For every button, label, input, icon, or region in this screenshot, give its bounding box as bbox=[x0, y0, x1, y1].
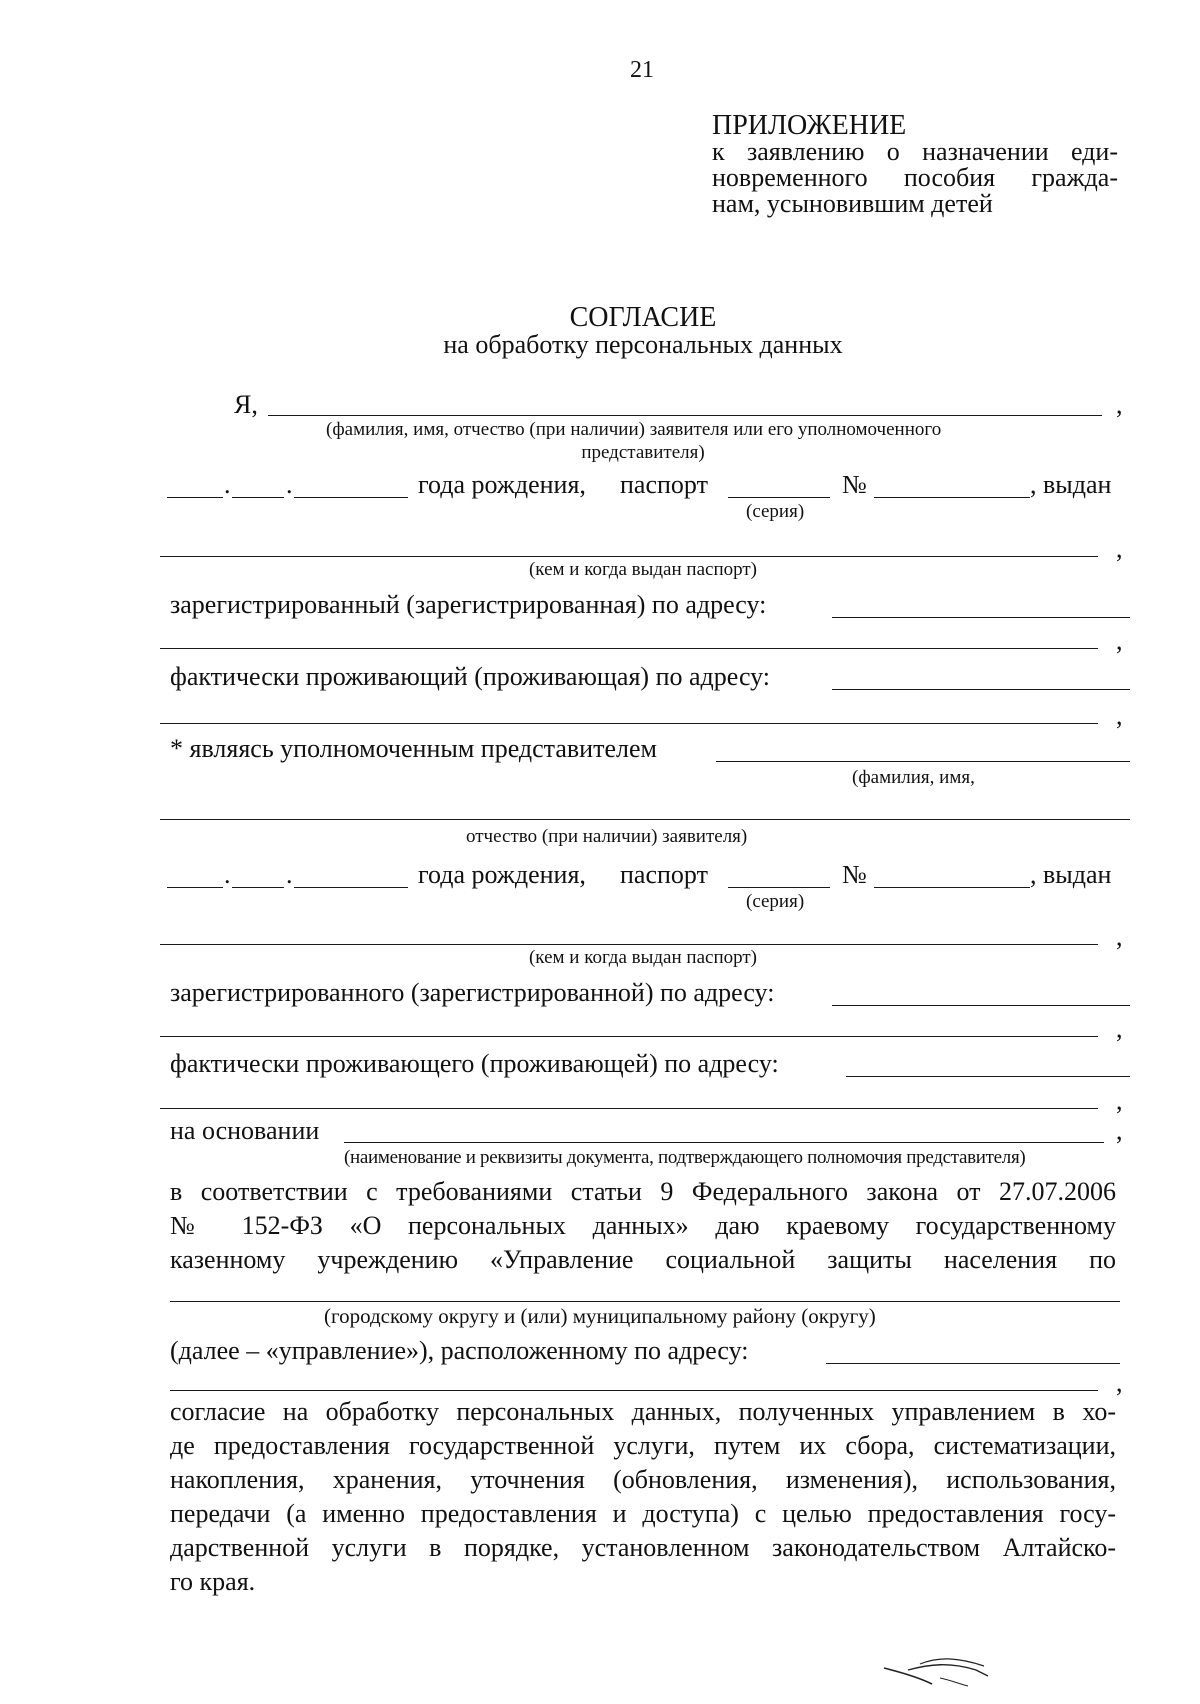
basis-caption: (наименование и реквизиты документа, подтверждающего полномочия представителя) bbox=[344, 1147, 1026, 1168]
rep-birth-month-field[interactable] bbox=[232, 887, 284, 888]
actual-address-field[interactable] bbox=[832, 689, 1130, 690]
series-caption: (серия) bbox=[746, 501, 805, 522]
appendix-line: новременного пособия гражда- bbox=[712, 163, 1118, 192]
rep-fio-caption: (фамилия, имя, bbox=[852, 767, 975, 788]
actual-address-field-2[interactable] bbox=[160, 723, 1098, 724]
office-address-label: (далее – «управление»), расположенному по адресу: bbox=[170, 1336, 749, 1365]
consent-line: в соответствии с требованиями статьи 9 Федерального закона от 27.07.2006 bbox=[170, 1177, 1116, 1206]
birth-label: года рождения, bbox=[418, 860, 586, 889]
birth-label: года рождения, bbox=[418, 470, 586, 499]
passport-issued-by-field[interactable] bbox=[160, 556, 1098, 557]
passport-label: паспорт bbox=[620, 470, 708, 499]
passport-number-field[interactable] bbox=[874, 497, 1030, 498]
rep-passport-number-field[interactable] bbox=[874, 887, 1030, 888]
appendix-line: к заявлению о назначении еди- bbox=[712, 137, 1118, 166]
rep-passport-issued-by-field[interactable] bbox=[160, 944, 1098, 945]
representative-fio-field-2[interactable] bbox=[160, 819, 1130, 820]
final-line: передачи (а именно предоставления и доступа) с целью предоставления госу- bbox=[170, 1499, 1116, 1528]
rep-birth-day-field[interactable] bbox=[167, 887, 223, 888]
passport-series-field[interactable] bbox=[728, 497, 830, 498]
final-line: го края. bbox=[170, 1567, 256, 1596]
document-title: СОГЛАСИЕ bbox=[569, 302, 717, 333]
appendix-title: ПРИЛОЖЕНИЕ bbox=[712, 110, 907, 141]
document-page: 21 ПРИЛОЖЕНИЕ к заявлению о назначении еди- новременного пособия гражда- нам, усыновившим детей СОГЛАСИЕ на обработку персональных данных Я, , (фамилия, имя, отчество (при наличии) заявителя или его уполномоченного представителя) . . года рождения, паспорт № , выдан (серия) , (кем и когда выдан паспорт) зарегистрированный (зарегистрированная) по адресу: , фактически проживающий (проживающая) по адресу: , * являясь уполномоченным представителем (фамилия, имя, отчество (при наличии) заявителя) . . года рождения, паспорт № , выдан (серия) , (кем и когда выдан паспорт) зарегистрированного (зарегистрированной) по адресу: , фактически проживающего (проживающей) по адресу: , на основании , (наименование и реквизиты документа, подтверждающего полномочия представителя) в соответствии с требованиями статьи 9 Федерального закона от 27.07.2006 № 152-ФЗ «О персональных данных» даю краевому государственному казенному учреждению «Управление социальной защиты населения по (городскому округу и (или) муниципальному району (округу) (далее – «управление»), расположенному по адресу: , согласие на обработку персональных данных, полученных управлением в хо- де предоставления государственной услуги, путем их сбора, систематизации, накопления, хранения, уточнения (обновления, изменения), использования, передачи (а именно предоставления и доступа) с целью предоставления госу- дарственной услуги в порядке, установленном законодательством Алтайско- го края. bbox=[0, 0, 1200, 1704]
i-label: Я, bbox=[234, 390, 258, 419]
issued-by-caption: (кем и когда выдан паспорт) bbox=[528, 559, 757, 580]
final-line: согласие на обработку персональных данных, полученных управлением в хо- bbox=[170, 1397, 1116, 1426]
representative-fio-field[interactable] bbox=[716, 761, 1130, 762]
issued-by-caption: (кем и когда выдан паспорт) bbox=[528, 947, 757, 968]
number-label: № bbox=[842, 470, 867, 499]
number-label: № bbox=[842, 860, 867, 889]
office-address-field-2[interactable] bbox=[170, 1390, 1098, 1391]
rep-passport-series-field[interactable] bbox=[728, 887, 830, 888]
registered-address-field[interactable] bbox=[832, 617, 1130, 618]
appendix-line: нам, усыновившим детей bbox=[712, 189, 993, 218]
rep-actual-label: фактически проживающего (проживающей) по адресу: bbox=[170, 1049, 779, 1078]
district-field[interactable] bbox=[170, 1301, 1120, 1302]
series-caption: (серия) bbox=[746, 891, 805, 912]
rep-registered-address-field[interactable] bbox=[832, 1005, 1130, 1006]
applicant-fio-field[interactable] bbox=[268, 415, 1102, 416]
office-address-field[interactable] bbox=[826, 1363, 1120, 1364]
handwritten-signature-mark bbox=[880, 1640, 1000, 1690]
birth-month-field[interactable] bbox=[232, 497, 284, 498]
basis-document-field[interactable] bbox=[344, 1142, 1104, 1143]
rep-actual-address-field-2[interactable] bbox=[160, 1108, 1098, 1109]
rep-birth-year-field[interactable] bbox=[294, 887, 408, 888]
document-subtitle: на обработку персональных данных bbox=[443, 330, 843, 359]
page-number: 21 bbox=[630, 57, 654, 83]
district-caption: (городскому округу и (или) муниципальному району (округу) bbox=[324, 1304, 876, 1328]
birth-year-field[interactable] bbox=[294, 497, 408, 498]
comma: , bbox=[1116, 390, 1123, 419]
rep-fio-caption: отчество (при наличии) заявителя) bbox=[466, 826, 748, 847]
registered-label: зарегистрированный (зарегистрированная) по адресу: bbox=[170, 590, 767, 619]
rep-actual-address-field[interactable] bbox=[846, 1076, 1130, 1077]
issued-label: , выдан bbox=[1030, 860, 1112, 889]
final-line: накопления, хранения, уточнения (обновления, изменения), использования, bbox=[170, 1465, 1116, 1494]
final-line: дарственной услуги в порядке, установленном законодательством Алтайско- bbox=[170, 1533, 1116, 1562]
actual-label: фактически проживающий (проживающая) по адресу: bbox=[170, 662, 771, 691]
fio-caption: (фамилия, имя, отчество (при наличии) заявителя или его уполномоченного bbox=[326, 419, 942, 440]
basis-label: на основании bbox=[170, 1116, 320, 1145]
registered-address-field-2[interactable] bbox=[160, 648, 1098, 649]
final-line: де предоставления государственной услуги, путем их сбора, систематизации, bbox=[170, 1431, 1116, 1460]
issued-label: , выдан bbox=[1030, 470, 1112, 499]
rep-registered-address-field-2[interactable] bbox=[160, 1036, 1098, 1037]
representative-label: * являясь уполномоченным представителем bbox=[170, 734, 657, 763]
consent-line: казенному учреждению «Управление социальной защиты населения по bbox=[170, 1245, 1116, 1274]
fio-caption: представителя) bbox=[581, 442, 705, 463]
consent-line: № 152-ФЗ «О персональных данных» даю краевому государственному bbox=[170, 1211, 1116, 1240]
passport-label: паспорт bbox=[620, 860, 708, 889]
birth-day-field[interactable] bbox=[167, 497, 223, 498]
rep-registered-label: зарегистрированного (зарегистрированной) по адресу: bbox=[170, 978, 775, 1007]
